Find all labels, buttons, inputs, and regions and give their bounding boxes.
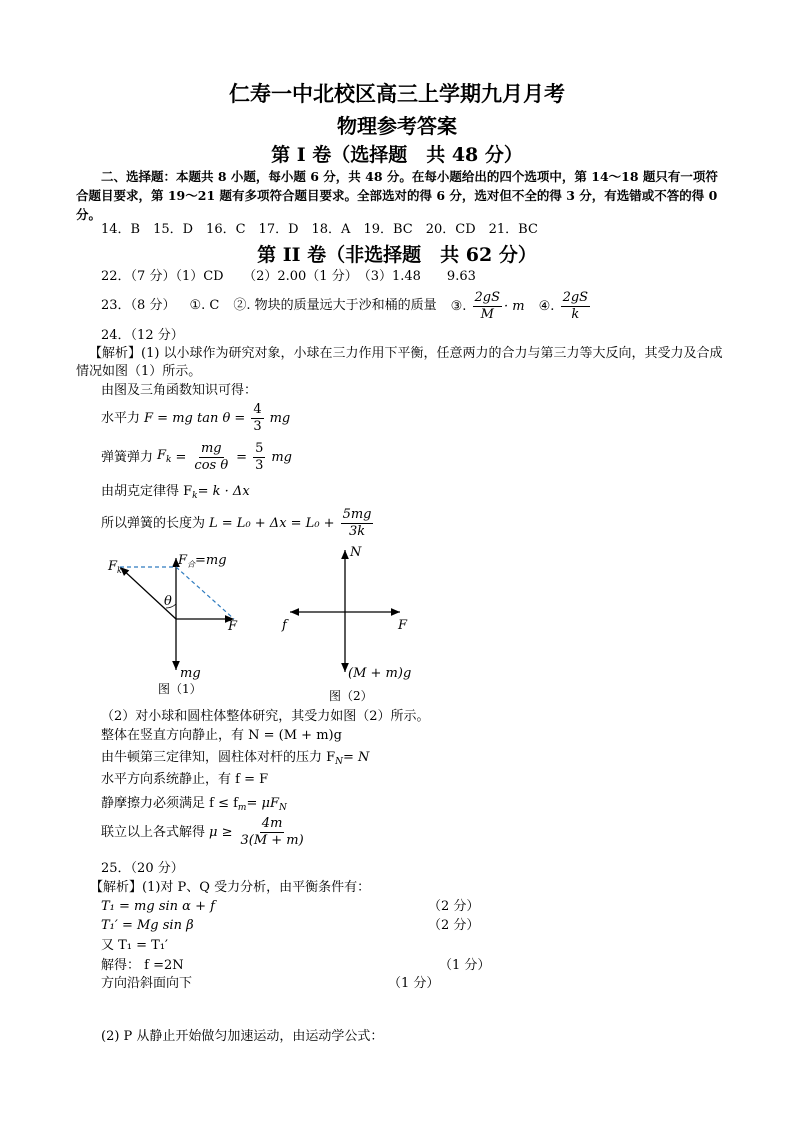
q25-line2-points: （2 分） — [428, 918, 480, 933]
q25-line4-points: （1 分） — [439, 958, 491, 973]
q24-eq-spring-force: 弹簧弹力 $F_k$ = $\frac{mg}{\text{cos θ}}$ = $\frac{5}{3}$ mg — [101, 441, 293, 473]
figure-2-force-diagram — [278, 540, 428, 706]
q25-head: 25．（20 分） — [101, 861, 184, 876]
fig2-caption: 图（2） — [329, 689, 373, 703]
q24-vertical-eq: 整体在竖直方向静止，有 N = (M + m)g — [101, 728, 342, 743]
q24-head: 24．（12 分） — [101, 328, 184, 343]
q24-part2-intro: （2）对小球和圆柱体整体研究，其受力如图（2）所示。 — [101, 709, 430, 724]
q25-part2-intro: (2) P 从静止开始做匀加速运动，由运动学公式： — [101, 1029, 384, 1044]
fig1-mg-label: mg — [180, 666, 201, 681]
fig2-n-label: N — [350, 545, 362, 560]
q22-answer: 22．（7 分）（1）CD （2）2.00（1 分） （3）1.48 9.63 — [101, 269, 476, 284]
q23-a4: ④. $\frac{2gS}{k}$ — [538, 289, 589, 322]
q25-line3: 又 T₁ = T₁′ — [101, 938, 169, 953]
q23-prefix: 23．（8 分） — [101, 298, 176, 313]
q23-a2: ②. 物块的质量远大于沙和桶的质量 — [233, 298, 437, 313]
part2-heading: 第 II 卷（非选择题 共 62 分） — [257, 244, 537, 266]
q25-line5-points: （1 分） — [388, 976, 440, 991]
q23-a1: ①. C — [189, 298, 220, 313]
q25-line2: T₁′ = Mg sin β — [101, 918, 194, 933]
q24-eq-hooke: 由胡克定律得 $F_k= k \cdot \Delta x$ — [101, 484, 250, 501]
q24-newton-third: 由牛顿第三定律知，圆柱体对杆的压力 $F_N= N$ — [101, 750, 370, 767]
q25-analysis: 【解析】(1)对 P、Q 受力分析，由平衡条件有： — [90, 880, 371, 895]
part1-instruction: 二、选择题：本题共 8 小题，每小题 6 分，共 48 分。在每小题给出的四个选项中，第 14～18 题只有一项符合题目要求，第 19～21 题有多项符合题目要求。全部选对的得 6 分，选对但不全的得 3 分，有选错或不答的得 0 分。 — [76, 169, 718, 222]
q25-line4: 解得： f =2N — [101, 958, 184, 973]
q25-line5: 方向沿斜面向下 — [101, 976, 193, 991]
q25-line1-points: （2 分） — [428, 899, 480, 914]
figure-1-force-diagram — [100, 548, 260, 698]
q24-intro: 由图及三角函数知识可得： — [101, 383, 258, 398]
fig1-fhe-label: $F_合=mg$ — [178, 553, 227, 569]
q25-line1: T₁ = mg sin α + f — [101, 899, 215, 914]
fig2-f-left-label: f — [282, 618, 287, 633]
part1-heading: 第 I 卷（选择题 共 48 分） — [271, 144, 523, 166]
fig1-fk-label: $F_k$ — [108, 559, 122, 575]
fig1-caption: 图（1） — [158, 682, 202, 696]
fig1-f-label: F — [228, 619, 238, 634]
q24-final-result: 联立以上各式解得 μ ≥ $\frac{4m}{3(M + m)}$ — [101, 816, 304, 848]
fig1-theta-label: θ — [164, 594, 172, 609]
q23-answer — [101, 287, 592, 325]
fig2-weight-label: (M + m)g — [348, 666, 412, 681]
q24-eq-length: 所以弹簧的长度为 L = L₀ + Δx = L₀ + $\frac{5mg}{3k}$ — [101, 507, 372, 539]
q24-horizontal-eq: 水平方向系统静止，有 f = F — [101, 772, 269, 787]
q24-friction-cond: 静摩擦力必须满足 $f \le f_m= \mu F_N$ — [101, 796, 287, 813]
q24-eq-horizontal-force: 水平力 F = mg tan θ = $\frac{4}{3}$ mg — [101, 402, 291, 434]
page-subtitle: 物理参考答案 — [337, 114, 457, 138]
q23-a3: ③. $\frac{2gS}{M}$ · m — [450, 289, 525, 322]
q24-analysis: 【解析】(1) 以小球作为研究对象，小球在三力作用下平衡，任意两力的合力与第三力等大反向，其受力及合成情况如图（1）所示。 — [76, 346, 723, 379]
page-title: 仁寿一中北校区高三上学期九月月考 — [229, 81, 565, 106]
part1-answers: 14．B 15．D 16．C 17．D 18．A 19．BC 20．CD 21．BC — [101, 222, 538, 237]
fig2-f-right-label: F — [398, 618, 408, 633]
